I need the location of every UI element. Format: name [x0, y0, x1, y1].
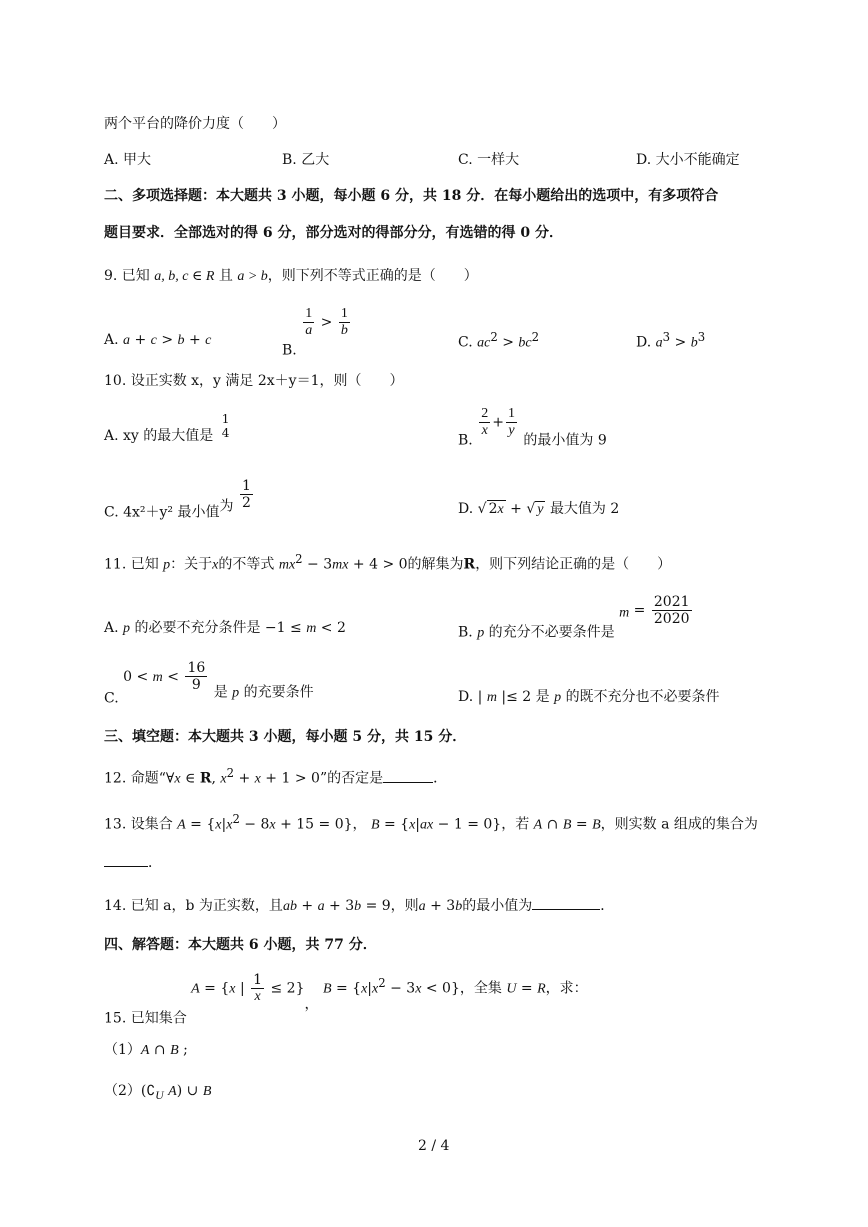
- q8-option-c: C. 一样大: [458, 152, 520, 168]
- q15-part2: $(2)(∁_U$ A) ∪ B: [104, 1083, 212, 1102]
- q10-option-a: A. xy 的最大值是 1 4: [104, 412, 230, 444]
- q11-stem: 11. 已知 p：关于x的不等式 $mx^2 - 3mx + 4 > 0$的解集为R，则下列结论正确的是（ ）: [104, 552, 672, 573]
- q8-tail: 两个平台的降价力度（ ）: [104, 116, 286, 132]
- section2-heading: 二、多项选择题：本大题共 3 小题，每小题 6 分，共 18 分．在每小题给出的选项中，有多项符合: [104, 188, 719, 204]
- q9-option-d: D. $a^3 > b^3$: [636, 330, 706, 351]
- q9-option-a: A. a + c > b + c: [104, 332, 212, 348]
- q11-option-b: B. p 的充分不必要条件是 m = $\frac{2021}{2020}$: [458, 594, 690, 641]
- q10-stem: 10. 设正实数 x，y 满足 2x＋y＝1，则（ ）: [104, 373, 404, 389]
- q11-option-a: A. p 的必要不充分条件是 −1 ≤ m < 2: [104, 620, 346, 636]
- section4-heading: 四、解答题：本大题共 6 小题，共 77 分．: [104, 937, 377, 953]
- q8-option-a: A. 甲大: [104, 152, 152, 168]
- q9-stem: 9. 已知 a, b, c ∈ R 且 a > b，则下列不等式正确的是（ ）: [104, 268, 478, 284]
- q8-option-d: D. 大小不能确定: [636, 152, 740, 168]
- q15-part1: （1）A ∩ B ;: [104, 1042, 188, 1058]
- page-number: 2 / 4: [418, 1138, 450, 1154]
- q10-option-c: C. 4x²＋y² 最小值为 $\frac{1}{2}$: [104, 478, 251, 521]
- q10-option-b: B. $\frac{2}{x}$ + $\frac{1}{y}$ 的最小值为 9: [458, 406, 607, 449]
- section3-heading: 三、填空题：本大题共 3 小题，每小题 5 分，共 15 分．: [104, 729, 467, 745]
- q12: 12. 命题“∀x ∈ R, $x^2 + x + 1 > 0$”的否定是 ．: [104, 766, 448, 787]
- q11-option-c: C. 0 < m < $\frac{16}{9}$ 是 p 的充要条件: [104, 660, 314, 707]
- q14: 14. 已知 a，b 为正实数，且ab + a + 3b = 9，则a + 3b的最小值为 ．: [104, 898, 615, 914]
- q10-option-d: D. √ 2x + √ y 最大值为 2: [458, 501, 620, 517]
- q11-option-d: D. | m |≤ 2 是 p 的既不充分也不必要条件: [458, 689, 720, 705]
- q13-blank: ．: [104, 852, 162, 872]
- q8-option-b: B. 乙大: [282, 152, 330, 168]
- q13: 13. 设集合 $A = \{x|x^2 - 8x + 15 = 0\}$， B = {x|ax − 1 = 0}，若 A ∩ B = B，则实数 a 组成的集合为: [104, 812, 758, 833]
- section2-heading-cont: 题目要求．全部选对的得 6 分，部分选对的得部分分，有选错的得 0 分．: [104, 225, 563, 241]
- q9-option-c: C. $ac^2 > bc^2$: [458, 330, 540, 351]
- q15: 15. 已知集合 A = {x | $\frac{1}{x}$ ≤ 2}， $B = \{x|x^2 - 3x < 0\}$，全集 U = R，求：: [104, 972, 588, 1027]
- q9-option-b: B. $\frac{1}{a}$ > $\frac{1}{b}$: [282, 306, 348, 359]
